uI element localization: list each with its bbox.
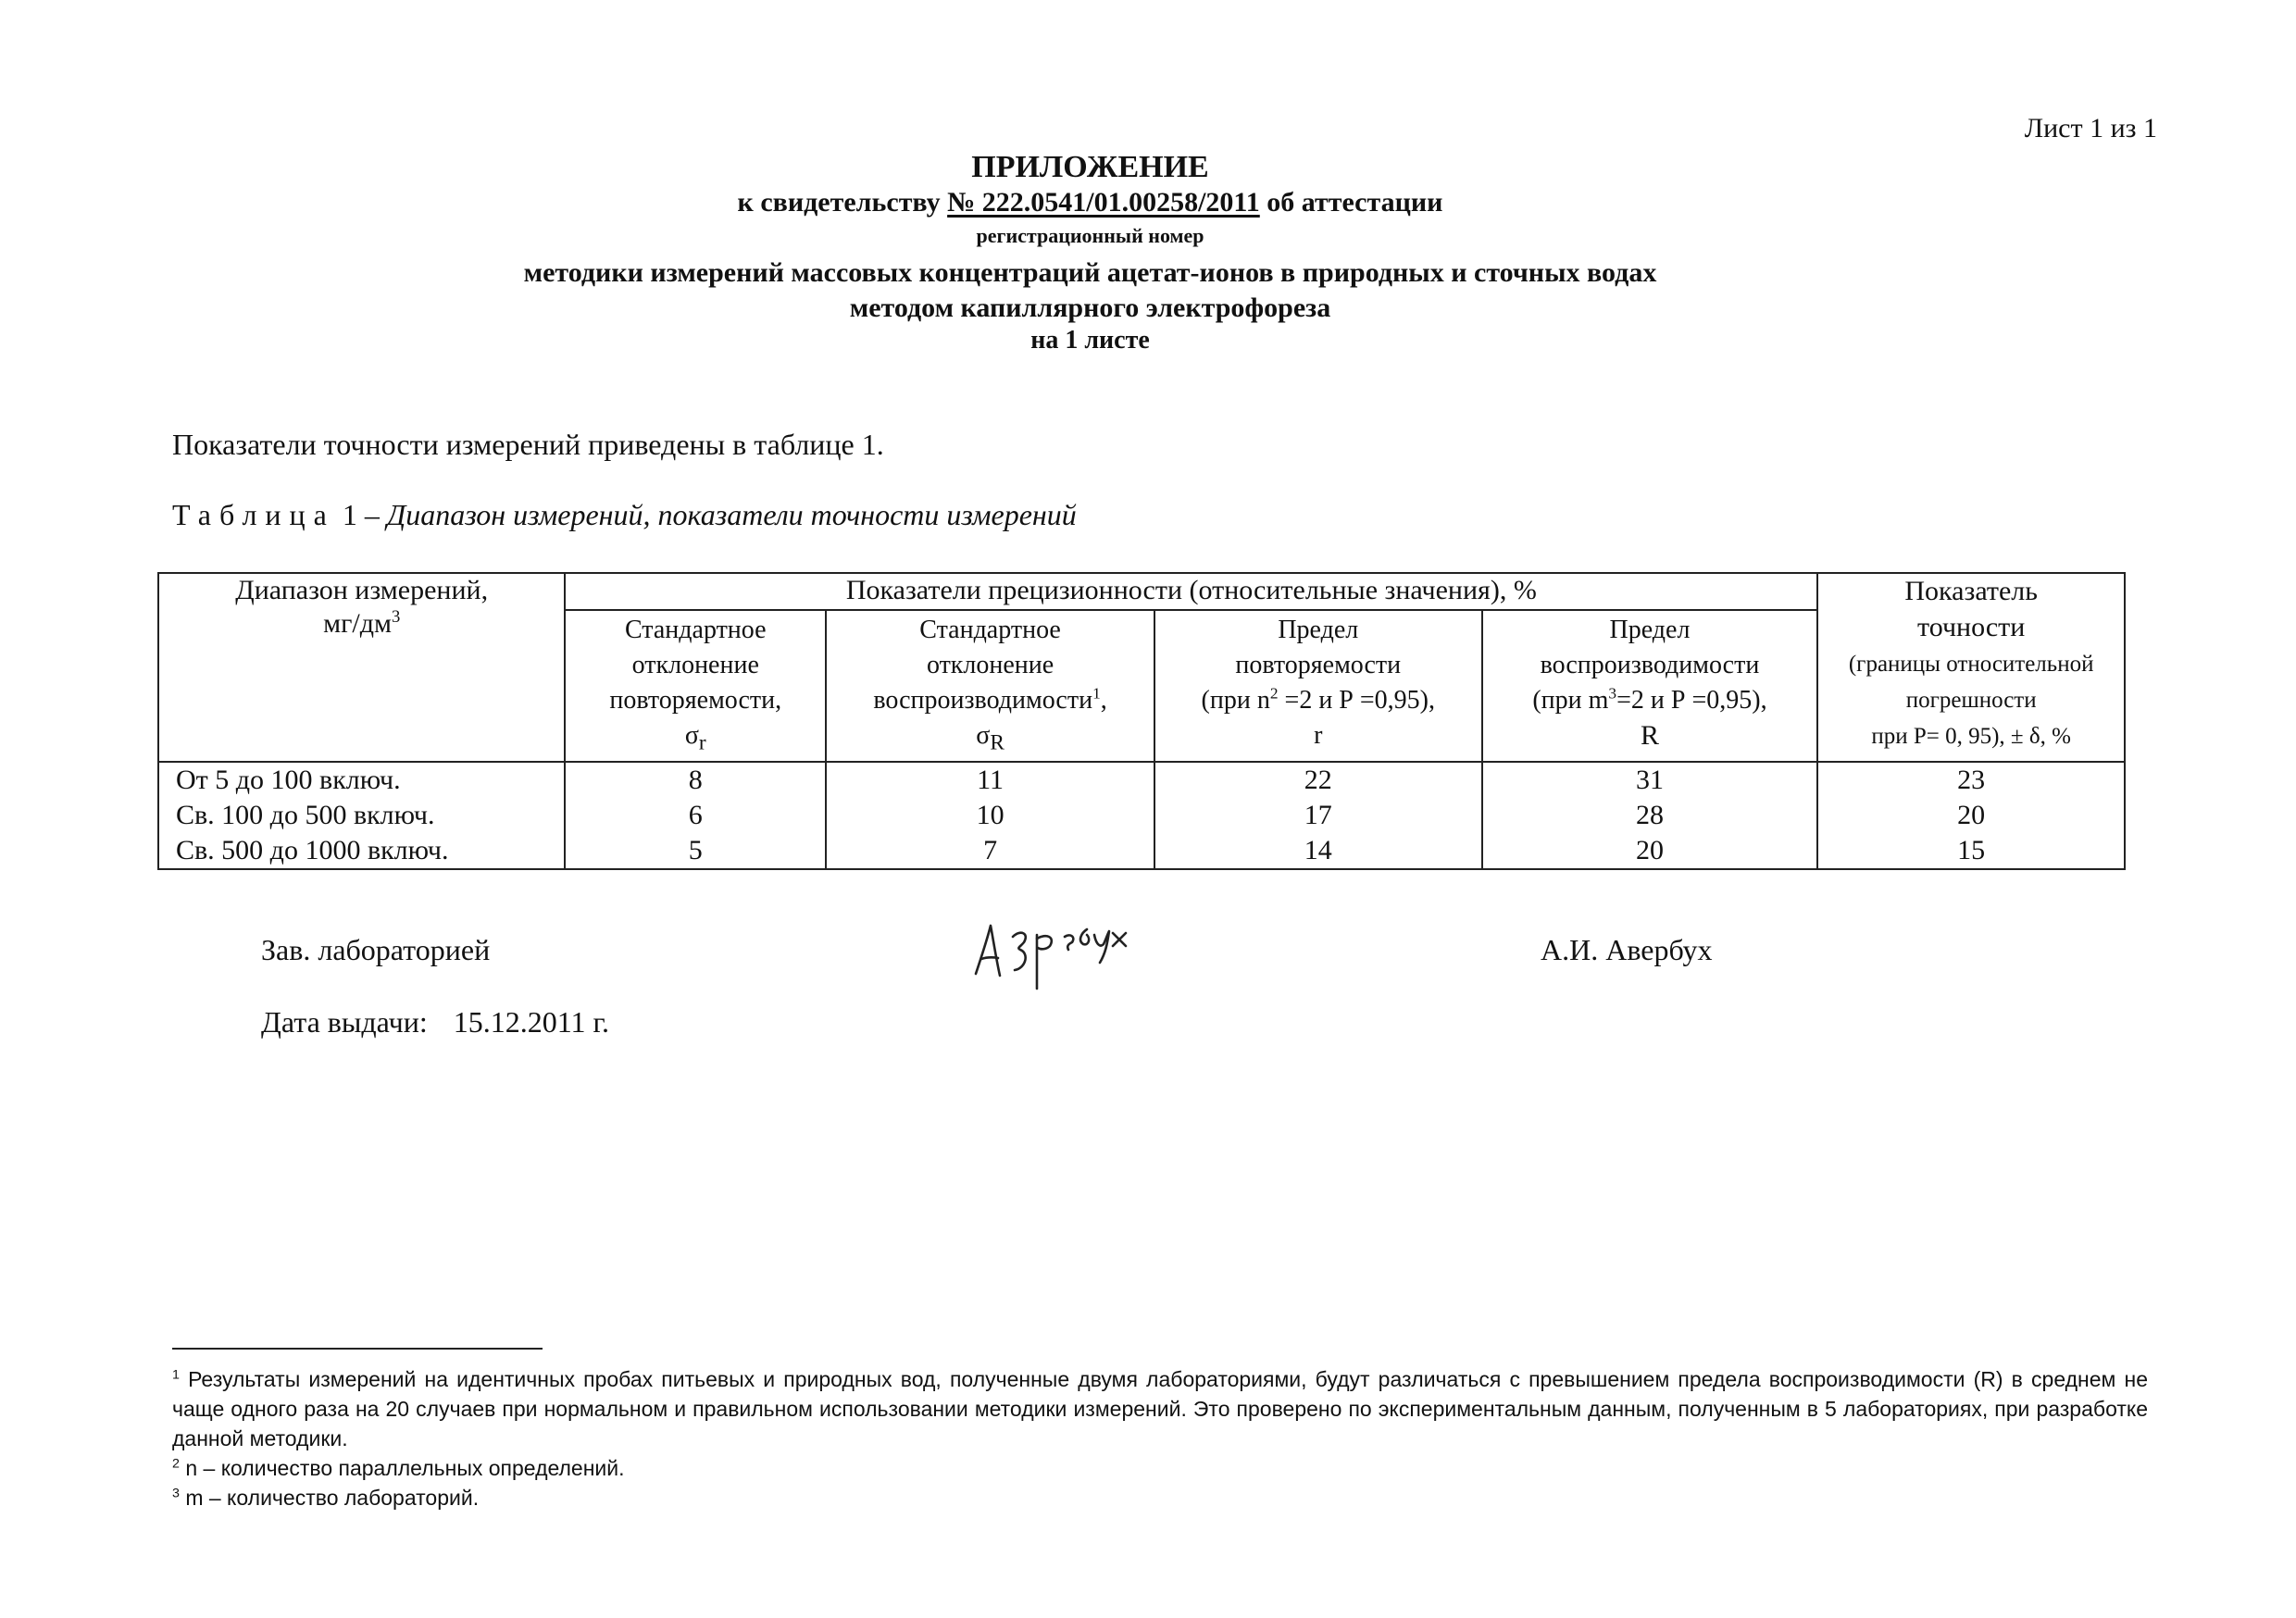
certificate-prefix: к свидетельству bbox=[737, 187, 941, 218]
value-cell: 11 bbox=[826, 762, 1154, 798]
value-cell: 5 bbox=[565, 833, 826, 869]
signer-role: Зав. лабораторией bbox=[261, 933, 491, 966]
value-cell: 20 bbox=[1482, 833, 1818, 869]
table-caption-title: Диапазон измерений, показатели точности измерений bbox=[386, 498, 1077, 531]
R-symbol: R bbox=[1640, 720, 1659, 751]
certificate-number: № 222.0541/01.00258/2011 bbox=[947, 187, 1260, 218]
value-cell: 7 bbox=[826, 833, 1154, 869]
value-cell: 20 bbox=[1817, 798, 2125, 833]
appendix-title: ПРИЛОЖЕНИЕ bbox=[971, 150, 1209, 184]
value-cell: 17 bbox=[1154, 798, 1482, 833]
sigma-R-symbol: $\sigma_R$ bbox=[976, 721, 1004, 755]
precision-header: Показатели прецизионности (относительные значения), % bbox=[565, 573, 1817, 610]
intro-text: Показатели точности измерений приведены в таблице 1. bbox=[172, 428, 884, 461]
method-title-line2: методом капиллярного электрофореза bbox=[849, 292, 1331, 323]
accuracy-table bbox=[157, 572, 2126, 870]
col-header-repeatability-limit: Предел повторяемости (при $n^2 =2$ и Р =0,95), r bbox=[1154, 610, 1482, 762]
footnote-3: $^3$ m – количество лабораторий. bbox=[172, 1486, 480, 1510]
issue-date-label: Дата выдачи: bbox=[261, 1005, 428, 1039]
table-row bbox=[158, 833, 2125, 869]
sheets-count: на 1 листе bbox=[1030, 326, 1150, 355]
certificate-line bbox=[0, 187, 2180, 218]
value-cell: 8 bbox=[565, 762, 826, 798]
table-row bbox=[158, 762, 2125, 798]
value-cell: 22 bbox=[1154, 762, 1482, 798]
col-header-reproducibility-limit: Предел воспроизводимости (при $m^3=2$ и Р =0,95), R bbox=[1482, 610, 1818, 762]
value-cell: 23 bbox=[1817, 762, 2125, 798]
range-cell: От 5 до 100 включ. bbox=[158, 762, 565, 798]
reg-number-label: регистрационный номер bbox=[976, 224, 1204, 247]
value-cell: 31 bbox=[1482, 762, 1818, 798]
footnote-separator bbox=[172, 1348, 543, 1350]
method-title-line1: методики измерений массовых концентраций ацетат-ионов в природных и сточных водах bbox=[523, 257, 1657, 288]
r-symbol: r bbox=[1314, 721, 1323, 750]
col-header-repeatability-sd: Стандартное отклонение повторяемости, $\sigma_r$ bbox=[565, 610, 826, 762]
col-header-reproducibility-sd: Стандартное отклонение воспроизводимости$^1$, $\sigma_R$ bbox=[826, 610, 1154, 762]
accuracy-header: Показатель точности (границы относительной погрешности при Р= 0, 95), ± δ, % bbox=[1817, 573, 2125, 762]
footnote-2: $^2$ n – количество параллельных определений. bbox=[172, 1456, 625, 1480]
value-cell: 14 bbox=[1154, 833, 1482, 869]
issue-date-line bbox=[261, 1005, 609, 1039]
value-cell: 28 bbox=[1482, 798, 1818, 833]
table-row bbox=[158, 798, 2125, 833]
handwritten-signature bbox=[968, 916, 1154, 990]
sheet-label: Лист 1 из 1 bbox=[2024, 113, 2157, 143]
signer-name: А.И. Авербух bbox=[1541, 933, 1713, 966]
range-cell: Св. 100 до 500 включ. bbox=[158, 798, 565, 833]
value-cell: 15 bbox=[1817, 833, 2125, 869]
table-caption-number: 1 – bbox=[342, 498, 380, 531]
range-header: Диапазон измерений, $мг/дм^3$ bbox=[158, 573, 565, 762]
sigma-r-symbol: $\sigma_r$ bbox=[684, 721, 706, 755]
table-caption bbox=[172, 498, 1077, 532]
table-caption-label: Таблица bbox=[172, 498, 335, 531]
value-cell: 6 bbox=[565, 798, 826, 833]
range-cell: Св. 500 до 1000 включ. bbox=[158, 833, 565, 869]
issue-date-value: 15.12.2011 г. bbox=[453, 1005, 610, 1039]
footnote-1: $^1$ Результаты измерений на идентичных пробах питьевых и природных вод, полученные двумя лабораториями, будут различаться с превышением предела воспроизводимости (R) в среднем не чаще одного раза на 20 случаев при нормальном и правильном использовании методики измерений. Это проверено по экспериментальным данным, полученным в 5 лабораториях, при разработке данной методики. bbox=[172, 1367, 2148, 1450]
value-cell: 10 bbox=[826, 798, 1154, 833]
certificate-suffix: об аттестации bbox=[1267, 187, 1443, 218]
